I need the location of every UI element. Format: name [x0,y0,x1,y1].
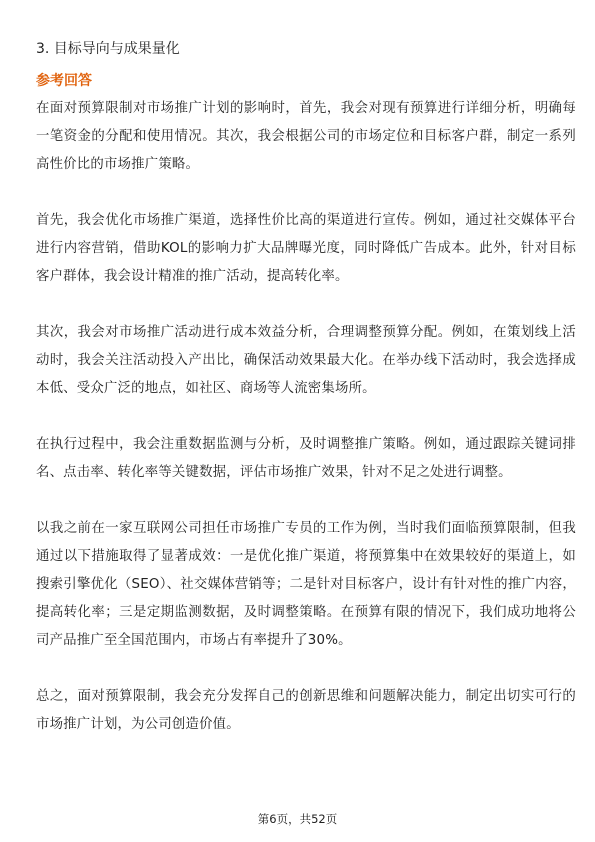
section-heading: 3. 目标导向与成果量化 [36,41,180,57]
answer-label: 参考回答 [36,73,92,89]
paragraph-6: 总之，面对预算限制，我会充分发挥自己的创新思维和问题解决能力，制定出切实可行的市场推广计划，为公司创造价值。 [36,689,576,732]
paragraph-1: 在面对预算限制对市场推广计划的影响时，首先，我会对现有预算进行详细分析，明确每一笔资金的分配和使用情况。其次，我会根据公司的市场定位和目标客户群，制定一系列高性价比的市场推广策略。 [36,101,576,172]
paragraph-3: 其次，我会对市场推广活动进行成本效益分析，合理调整预算分配。例如，在策划线上活动时，我会关注活动投入产出比，确保活动效果最大化。在举办线下活动时，我会选择成本低、受众广泛的地点，如社区、商场等人流密集场所。 [36,325,576,396]
paragraph-4: 在执行过程中，我会注重数据监测与分析，及时调整推广策略。例如，通过跟踪关键词排名、点击率、转化率等关键数据，评估市场推广效果，针对不足之处进行调整。 [36,437,576,480]
answer-body [36,95,576,739]
page-footer: 第6页，共52页 [257,812,338,826]
paragraph-2: 首先，我会优化市场推广渠道，选择性价比高的渠道进行宣传。例如，通过社交媒体平台进行内容营销，借助KOL的影响力扩大品牌曝光度，同时降低广告成本。此外，针对目标客户群体，我会设计精准的推广活动，提高转化率。 [36,213,576,284]
paragraph-5: 以我之前在一家互联网公司担任市场推广专员的工作为例，当时我们面临预算限制，但我通过以下措施取得了显著成效：一是优化推广渠道，将预算集中在效果较好的渠道上，如搜索引擎优化（SEO）、社交媒体营销等；二是针对目标客户，设计有针对性的推广内容，提高转化率；三是定期监测数据，及时调整策略。在预算有限的情况下，我们成功地将公司产品推广至全国范围内，市场占有率提升了30%。 [36,521,576,648]
